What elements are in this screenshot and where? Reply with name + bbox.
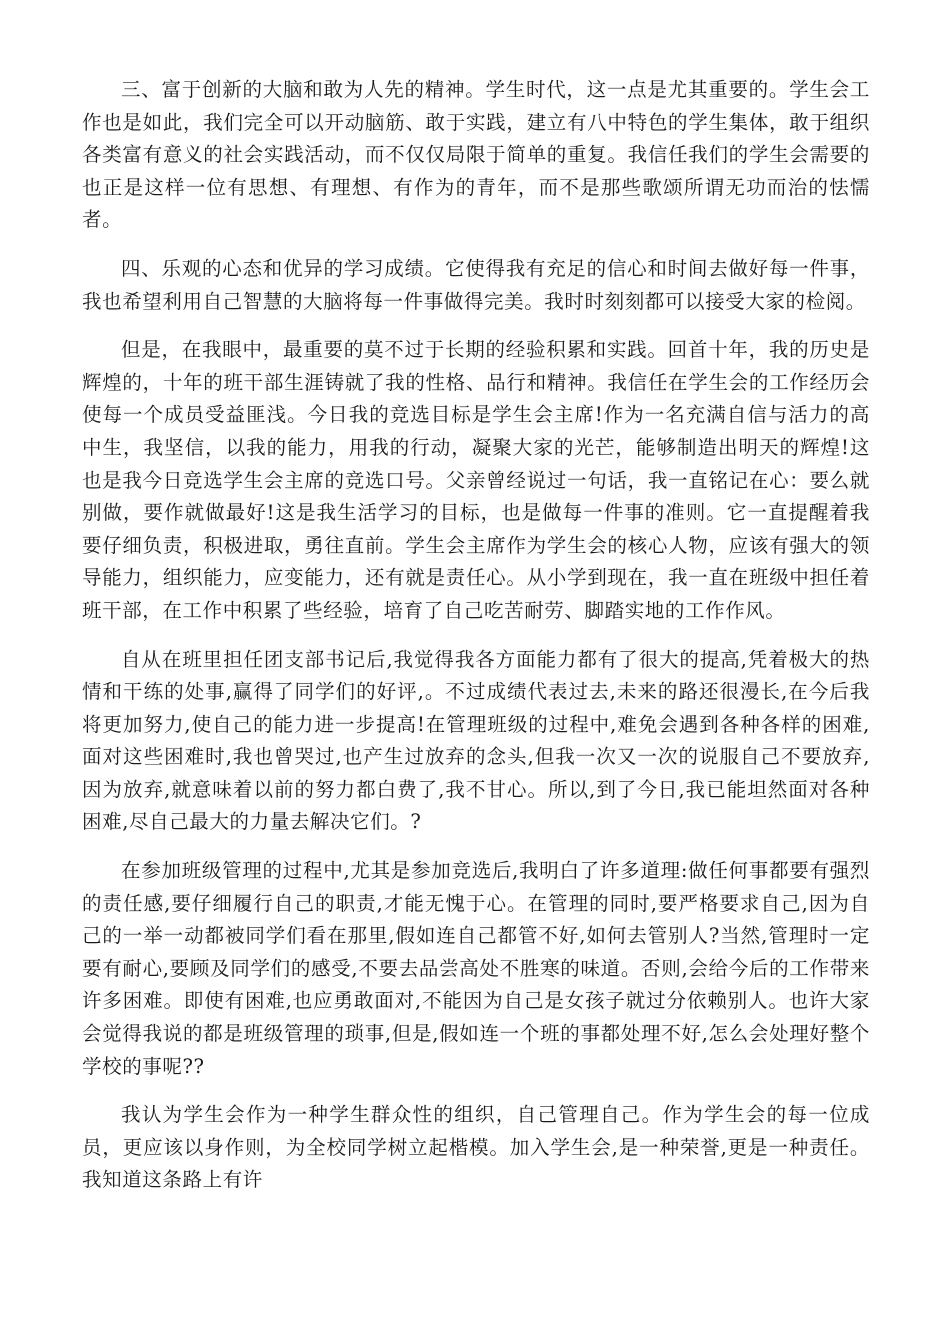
paragraph-innovation: 三、富于创新的大脑和敢为人先的精神。学生时代，这一点是尤其重要的。学生会工作也是如此，我们完全可以开动脑筋、敢于实践，建立有八中特色的学生集体，敢于组织各类富有意义的社会实践活动，而不仅仅局限于简单的重复。我信任我们的学生会需要的也正是这样一位有思想、有理想、有作为的青年，而不是那些歌颂所谓无功而治的怯懦者。 bbox=[82, 78, 870, 232]
paragraph-experience: 但是，在我眼中，最重要的莫不过于长期的经验积累和实践。回首十年，我的历史是辉煌的，十年的班干部生涯铸就了我的性格、品行和精神。我信任在学生会的工作经历会使每一个成员受益匪浅。今日我的竞选目标是学生会主席!作为一名充满自信与活力的高中生，我坚信，以我的能力，用我的行动，凝聚大家的光芒，能够制造出明天的辉煌!这也是我今日竞选学生会主席的竞选口号。父亲曾经说过一句话，我一直铭记在心：要么就别做，要作就做最好!这是我生活学习的目标，也是做每一件事的准则。它一直提醒着我要仔细负责，积极进取，勇往直前。学生会主席作为学生会的核心人物，应该有强大的领导能力，组织能力，应变能力，还有就是责任心。从小学到现在，我一直在班级中担任着班干部，在工作中积累了些经验，培育了自己吃苦耐劳、脚踏实地的工作作风。 bbox=[82, 338, 870, 622]
paragraph-attitude: 四、乐观的心态和优异的学习成绩。它使得我有充足的信心和时间去做好每一件事，我也希望利用自己智慧的大脑将每一件事做得完美。我时时刻刻都可以接受大家的检阅。 bbox=[82, 256, 870, 313]
paragraph-student-union: 我认为学生会作为一种学生群众性的组织，自己管理自己。作为学生会的每一位成员，更应该以身作则，为全校同学树立起楷模。加入学生会,是一种荣誉,更是一种责任。我知道这条路上有许 bbox=[82, 1103, 870, 1192]
document-body bbox=[82, 74, 870, 1213]
paragraph-league-secretary: 自从在班里担任团支部书记后,我觉得我各方面能力都有了很大的提高,凭着极大的热情和干练的处事,赢得了同学们的好评,。不过成绩代表过去,未来的路还很漫长,在今后我将更加努力,使自己的能力进一步提高!在管理班级的过程中,难免会遇到各种各样的困难,面对这些困难时,我也曾哭过,也产生过放弃的念头,但我一次又一次的说服自己不要放弃,因为放弃,就意味着以前的努力都白费了,我不甘心。所以,到了今日,我已能坦然面对各种困难,尽自己最大的力量去解决它们。? bbox=[82, 647, 870, 834]
paragraph-class-management: 在参加班级管理的过程中,尤其是参加竞选后,我明白了许多道理:做任何事都要有强烈的责任感,要仔细履行自己的职责,才能无愧于心。在管理的同时,要严格要求自己,因为自己的一举一动都被同学们看在那里,假如连自己都管不好,如何去管别人?当然,管理时一定要有耐心,要顾及同学们的感受,不要去品尝高处不胜寒的味道。否则,会给今后的工作带来许多困难。即使有困难,也应勇敢面对,不能因为自己是女孩子就过分依赖别人。也许大家会觉得我说的都是班级管理的琐事,但是,假如连一个班的事都处理不好,怎么会处理好整个学校的事呢?? bbox=[82, 859, 870, 1078]
